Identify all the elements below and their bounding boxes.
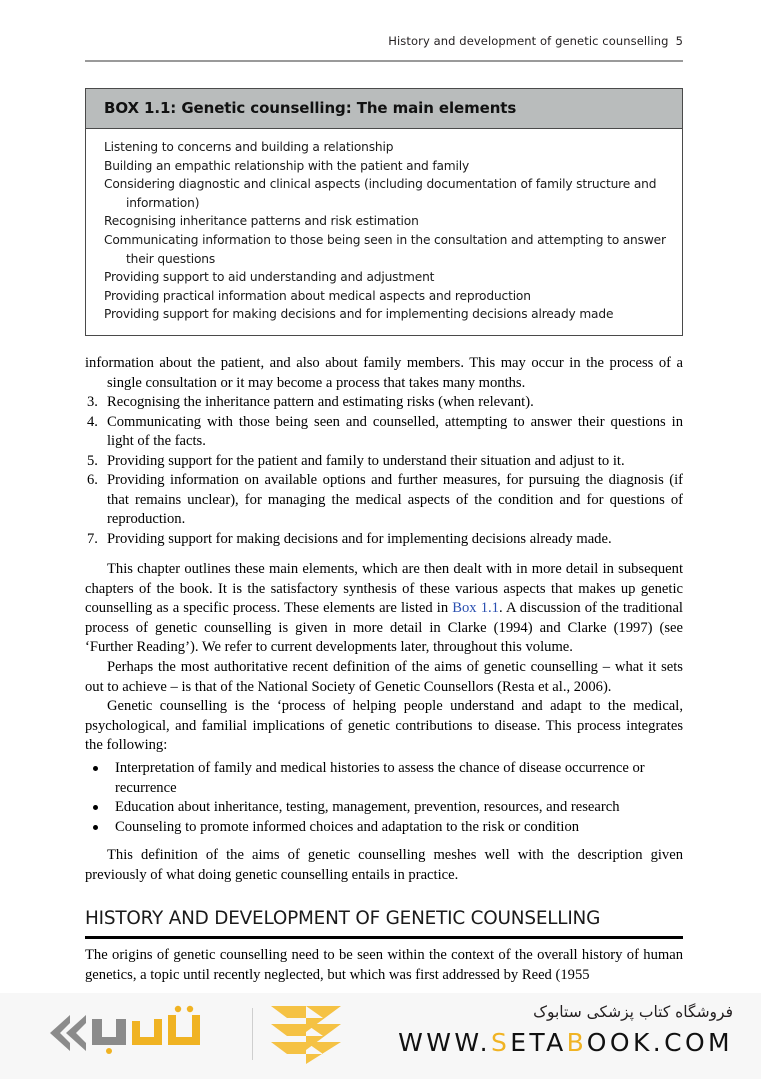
box-line: Providing support to aid understanding and adjustment — [104, 270, 435, 285]
box-line: Building an empathic relationship with the patient and family — [104, 158, 470, 173]
list-item-number: 5. — [87, 452, 98, 469]
list-item — [85, 413, 683, 452]
list-item — [85, 471, 683, 530]
brand-persian-tagline: فروشگاه کتاب پزشکی ستابوک — [533, 1003, 733, 1021]
section-heading: HISTORY AND DEVELOPMENT OF GENETIC COUNSELLING — [85, 908, 601, 929]
definition-paragraph — [85, 697, 683, 756]
bullet-icon — [93, 805, 98, 810]
list-item-text: Counseling to promote informed choices and adaptation to the risk or condition — [115, 818, 580, 835]
list-item — [85, 818, 683, 838]
paragraph-definition-meshes: This definition of the aims of genetic counselling meshes well with the description given previously of what doing genetic counselling entails in practice. — [85, 847, 683, 883]
paragraph-authoritative-definition: Perhaps the most authoritative recent definition of the aims of genetic counselling – what it sets out to achieve – is that of the National Society of Genetic Counsellors (Resta et al., 2006). — [85, 659, 683, 695]
box-line: Providing support for making decisions and for implementing decisions already made — [104, 307, 614, 322]
box-body — [86, 129, 682, 335]
meshes-paragraph — [85, 846, 683, 885]
logo-divider — [252, 1008, 253, 1060]
brand-website-url[interactable] — [398, 1027, 733, 1059]
chapter-outline-paragraph — [85, 560, 683, 658]
list-item-text: Communicating with those being seen and counselled, attempting to answer their questions in light of the facts. — [107, 413, 683, 449]
url-prefix: WWW. — [398, 1028, 491, 1057]
setabook-logo[interactable] — [40, 1001, 345, 1067]
list-item-number: 4. — [87, 413, 98, 430]
paragraph-text-part-b: . A discussion of the traditional process of genetic counselling is given in more detail in Clarke (1994) and Clarke (1997) (see ‘Further Reading’). We refer to current developments later, throughout this volume. — [85, 600, 683, 655]
brand-text-block — [398, 999, 733, 1059]
list-item-number: 3. — [87, 394, 98, 410]
paragraph-chapter-outline — [85, 560, 683, 658]
section-heading-rule — [85, 936, 683, 939]
list-item-text: Interpretation of family and medical histories to assess the chance of disease occurrence or recurrence — [115, 760, 645, 796]
list-item-text: Education about inheritance, testing, management, prevention, resources, and research — [115, 799, 620, 815]
paragraph-origins: The origins of genetic counselling need to be seen within the context of the overall history of human genetics, a topic until recently neglected, but which was first addressed by Reed (1955 — [85, 947, 683, 983]
list-item — [85, 798, 683, 818]
url-letter-s: S — [490, 1028, 511, 1057]
header-divider-rule — [85, 60, 683, 62]
box-line: Listening to concerns and building a relationship — [104, 140, 394, 154]
section-heading-block — [85, 908, 683, 929]
list-item-text: Recognising the inheritance pattern and estimating risks (when relevant). — [107, 394, 534, 410]
box-line: Recognising inheritance patterns and risk estimation — [104, 214, 419, 229]
box-title: BOX 1.1: Genetic counselling: The main elements — [86, 89, 682, 129]
footer-watermark-banner — [0, 993, 761, 1079]
bullet-icon — [93, 825, 98, 830]
list-item — [85, 452, 683, 472]
continued-paragraph: information about the patient, and also about family members. This may occur in the process of a single consultation or it may become a process that takes many months. — [85, 355, 683, 391]
list-item-text: Providing support for making decisions and for implementing decisions already made. — [107, 530, 612, 547]
bullet-icon — [93, 766, 98, 771]
authoritative-paragraph — [85, 658, 683, 697]
box-cross-reference-link[interactable]: Box 1.1 — [452, 600, 499, 616]
bullet-list — [85, 759, 683, 837]
list-item-number: 7. — [87, 530, 98, 547]
continued-paragraph-block — [85, 354, 683, 393]
url-letter-b: B — [566, 1028, 587, 1057]
url-suffix: OOK.COM — [586, 1028, 733, 1057]
origins-paragraph — [85, 946, 683, 985]
list-item — [85, 393, 683, 413]
list-item — [85, 530, 683, 550]
running-head-title: History and development of genetic counselling — [388, 34, 669, 48]
chevron-stack-icon — [267, 1002, 345, 1066]
list-item — [85, 759, 683, 798]
setabook-wordmark-icon — [40, 1001, 240, 1067]
box-1-1 — [85, 88, 683, 336]
list-item-text: Providing information on available options and further measures, for pursuing the diagnosis (if that remains unclear), for managing the medical aspects of the condition and for questions of reproduction. — [107, 472, 683, 527]
list-item-number: 6. — [87, 472, 98, 488]
box-line: Providing practical information about medical aspects and reproduction — [104, 288, 531, 303]
paragraph-text-part-a: This chapter outlines these main elements, which are then dealt with in more detail in subsequent chapters of the book. It is the satisfactory synthesis of these various aspects that makes up genetic counselling as a specific process. These elements are listed in — [85, 561, 683, 616]
numbered-list — [85, 393, 683, 549]
page-number: 5 — [675, 34, 683, 48]
url-letters-eta: ETA — [510, 1028, 567, 1057]
paragraph-nsgc-definition: Genetic counselling is the ‘process of helping people understand and adapt to the medical, psychological, and familial implications of genetic contributions to disease. This process integrates the following: — [85, 698, 683, 753]
page-running-head — [85, 34, 683, 48]
list-item-text: Providing support for the patient and family to understand their situation and adjust to it. — [107, 452, 625, 469]
box-line: Considering diagnostic and clinical aspects (including documentation of family structure and information) — [104, 177, 657, 210]
box-line: Communicating information to those being seen in the consultation and attempting to answer their questions — [104, 232, 666, 266]
